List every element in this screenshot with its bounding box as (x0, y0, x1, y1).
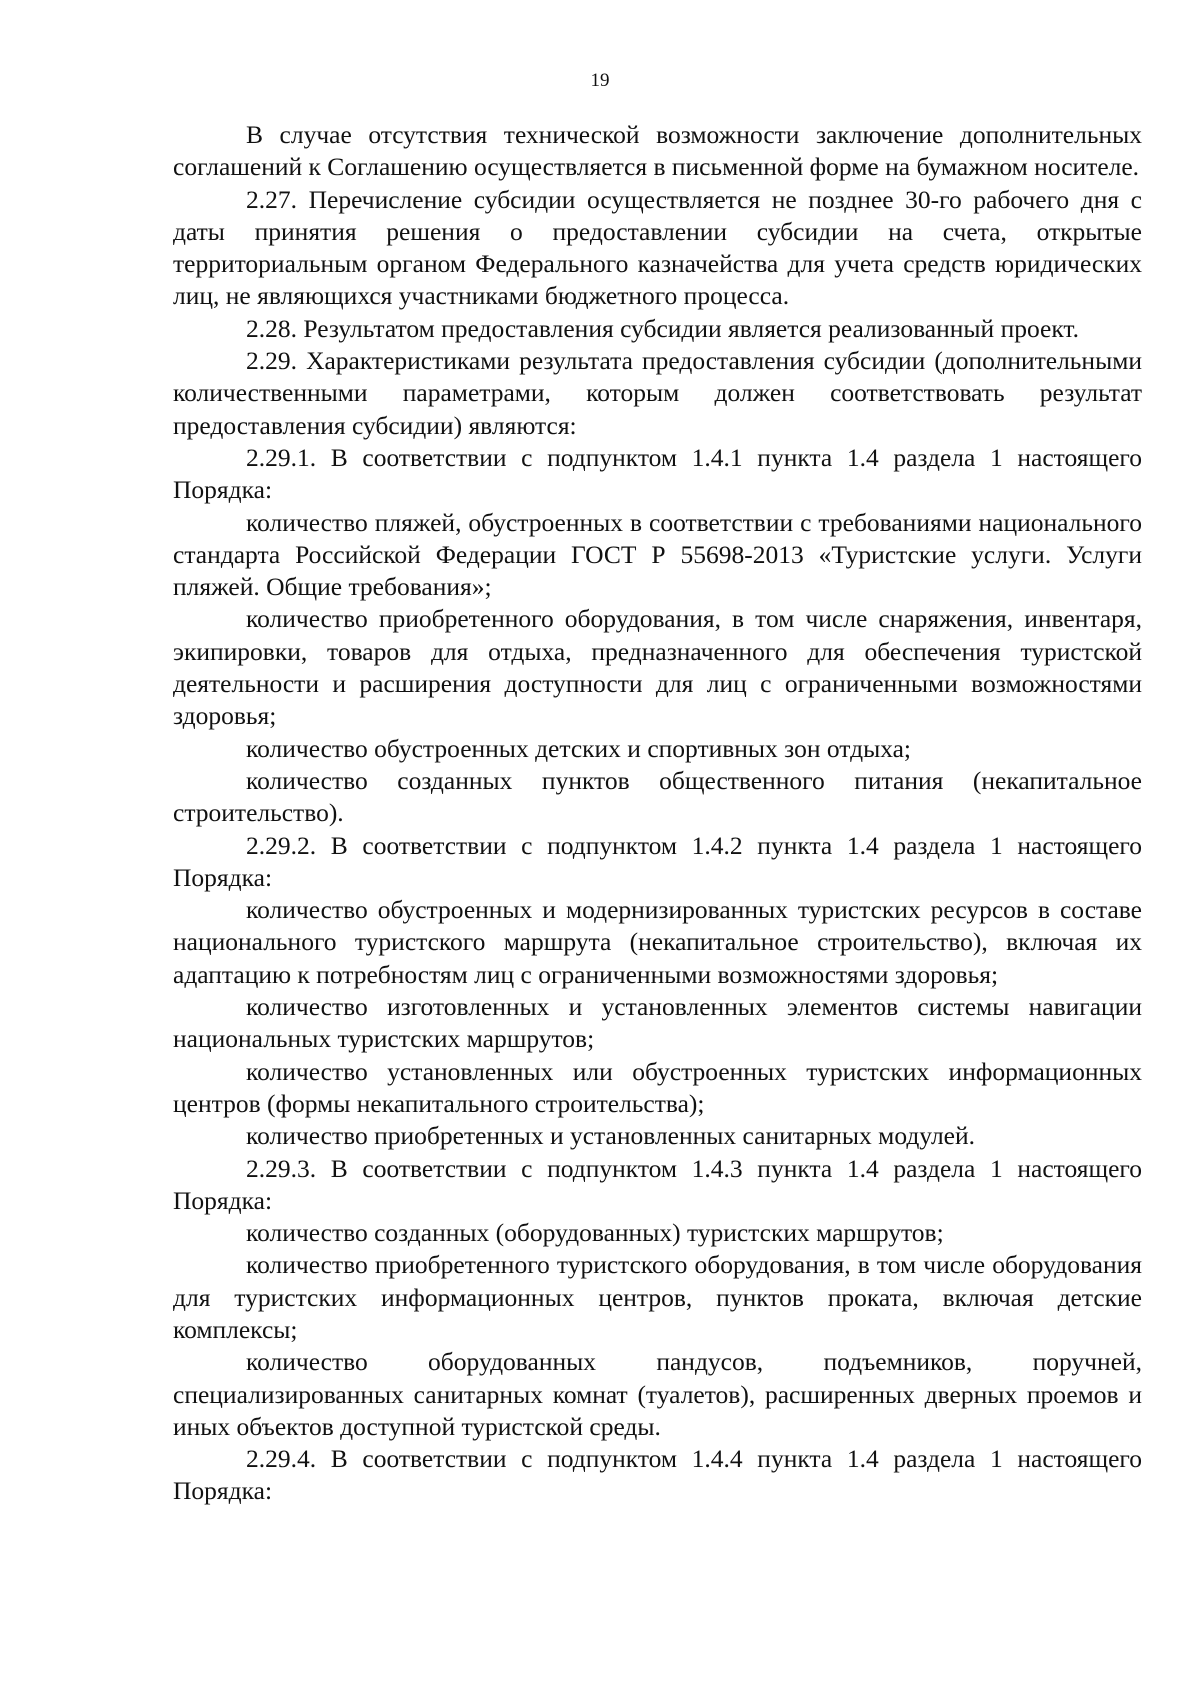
list-item-recreation-zones: количество обустроенных детских и спортивных зон отдыха; (246, 733, 912, 763)
paragraph-2-29-2: 2.29.2. В соответствии с подпунктом 1.4.2 пункта 1.4 раздела 1 настоящего Порядка: (173, 830, 1142, 892)
list-item-tourist-equipment: количество приобретенного туристского оборудования, в том числе оборудования для туристских информационных центров, пунктов проката, включая детские комплексы; (173, 1250, 1142, 1344)
list-item-information-centers: количество установленных или обустроенных туристских информационных центров (формы некапитального строительства); (173, 1056, 1142, 1118)
list-item-tourist-resources: количество обустроенных и модернизированных туристских ресурсов в составе национального туристского маршрута (некапитальное строительство), включая их адаптацию к потребностям лиц с ограниченными возможностями здоровья; (173, 895, 1142, 989)
list-item-accessible-objects: количество оборудованных пандусов, подъемников, поручней, специализированных санитарных комнат (туалетов), расширенных дверных проемов и иных объектов доступной туристской среды. (173, 1347, 1142, 1441)
page-number: 19 (590, 70, 610, 91)
list-item-tourist-routes: количество созданных (оборудованных) туристских маршрутов; (246, 1218, 944, 1248)
list-item-catering-points: количество созданных пунктов общественного питания (некапитальное строительство). (173, 765, 1142, 828)
paragraph-2-29-3: 2.29.3. В соответствии с подпунктом 1.4.3 пункта 1.4 раздела 1 настоящего Порядка: (173, 1153, 1142, 1215)
list-item-sanitary-modules: количество приобретенных и установленных санитарных модулей. (246, 1121, 976, 1151)
paragraph-2-29: 2.29. Характеристиками результата предоставления субсидии (дополнительными количественными параметрами, которым должен соответствовать результат предоставления субсидии) являются: (173, 346, 1142, 440)
document-body (173, 119, 1142, 1508)
list-item-equipment: количество приобретенного оборудования, в том числе снаряжения, инвентаря, экипировки, товаров для отдыха, предназначенного для обеспечения туристской деятельности и расширения доступности для лиц с ограниченными возможностями здоровья; (173, 604, 1142, 731)
paragraph-no-tech-possibility: В случае отсутствия технической возможности заключение дополнительных соглашений к Соглашению осуществляется в письменной форме на бумажном носителе. (173, 120, 1142, 182)
paragraph-2-28: 2.28. Результатом предоставления субсидии является реализованный проект. (246, 313, 1079, 343)
paragraph-2-29-1: 2.29.1. В соответствии с подпунктом 1.4.1 пункта 1.4 раздела 1 настоящего Порядка: (173, 442, 1142, 505)
list-item-navigation-elements: количество изготовленных и установленных элементов системы навигации национальных туристских маршрутов; (173, 992, 1142, 1054)
paragraph-2-29-4: 2.29.4. В соответствии с подпунктом 1.4.4 пункта 1.4 раздела 1 настоящего Порядка: (173, 1444, 1142, 1506)
paragraph-2-27: 2.27. Перечисление субсидии осуществляется не позднее 30-го рабочего дня с даты принятия решения о предоставлении субсидии на счета, открытые территориальным органом Федерального казначейства для учета средств юридических лиц, не являющихся участниками бюджетного процесса. (173, 184, 1142, 311)
list-item-beaches: количество пляжей, обустроенных в соответствии с требованиями национального стандарта Российской Федерации ГОСТ Р 55698-2013 «Туристские услуги. Услуги пляжей. Общие требования»; (173, 507, 1142, 602)
